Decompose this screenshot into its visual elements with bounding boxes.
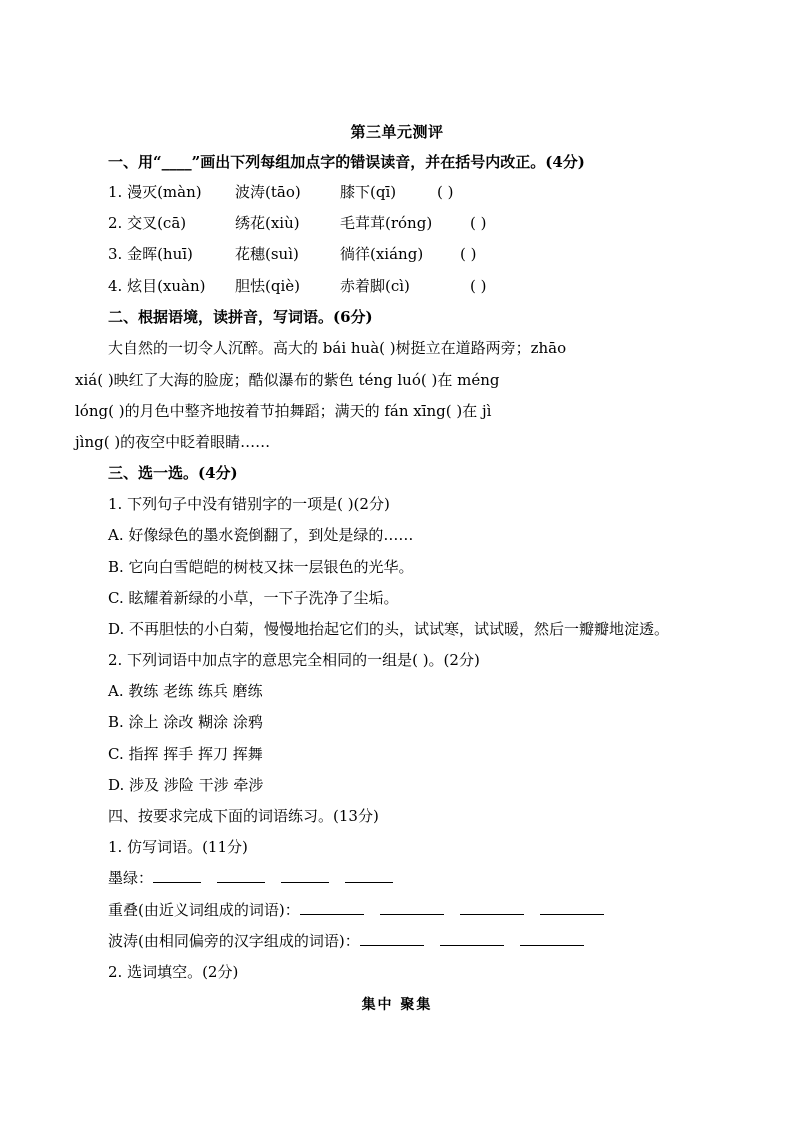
row1-item-b: 波涛(tāo)	[235, 183, 301, 201]
section2-heading: 二、根据语境，读拼音，写词语。(6分)	[108, 308, 373, 326]
moulv-blank-3[interactable]	[281, 868, 329, 883]
section3-heading: 三、选一选。(4分)	[108, 464, 238, 482]
moulv-blank-2[interactable]	[217, 868, 265, 883]
chongdie-row	[108, 900, 604, 920]
row2-item-b: 绣花(xiù)	[235, 214, 300, 232]
chongdie-blank-3[interactable]	[460, 900, 524, 915]
botao-blank-3[interactable]	[520, 931, 584, 946]
row2-item-a: 2. 交叉(cā)	[108, 214, 187, 232]
row4-item-b: 胆怯(qiè)	[235, 277, 300, 295]
section1-heading: 一、用“____”画出下列每组加点字的错误读音，并在括号内改正。(4分)	[108, 153, 585, 171]
q1-option-a: A. 好像绿色的墨水瓷倒翻了，到处是绿的……	[108, 526, 414, 544]
moulv-blank-1[interactable]	[153, 868, 201, 883]
row2-item-c: 毛茸茸(róng)	[340, 214, 433, 232]
chongdie-blank-1[interactable]	[300, 900, 364, 915]
row2-answer-paren: ( )	[470, 214, 487, 232]
row1-answer-paren: ( )	[437, 183, 454, 201]
section2-line-3: lóng( )的月色中整齐地按着节拍舞蹈；满天的 fán xīng( )在 jì	[75, 402, 492, 420]
chongdie-label: 重叠(由近义词组成的词语)：	[108, 901, 300, 919]
botao-label: 波涛(由相同偏旁的汉字组成的词语)：	[108, 932, 360, 950]
q2-option-b: B. 涂上 涂改 糊涂 涂鸦	[108, 713, 263, 731]
q1-option-b: B. 它向白雪皑皑的树枝又抹一层银色的光华。	[108, 558, 414, 576]
row4-answer-paren: ( )	[470, 277, 487, 295]
row3-answer-paren: ( )	[460, 245, 477, 263]
row3-item-c: 徜徉(xiáng)	[340, 245, 424, 263]
section3-question-2: 2. 下列词语中加点字的意思完全相同的一组是( )。(2分)	[108, 651, 480, 669]
q2-option-d: D. 涉及 涉险 干涉 牵涉	[108, 776, 264, 794]
row4-item-c: 赤着脚(cì)	[340, 277, 410, 295]
chongdie-blank-2[interactable]	[380, 900, 444, 915]
q1-option-d: D. 不再胆怯的小白菊，慢慢地抬起它们的头，试试寒，试试暖，然后一瓣瓣地淀透。	[108, 620, 670, 638]
botao-blank-1[interactable]	[360, 931, 424, 946]
row1-item-a: 1. 漫灭(màn)	[108, 183, 202, 201]
section2-line-1: 大自然的一切令人沉醉。高大的 bái huà( )树挺立在道路两旁；zhāo	[108, 339, 567, 357]
q1-option-c: C. 眩耀着新绿的小草，一下子洗净了尘垢。	[108, 589, 399, 607]
botao-row	[108, 931, 584, 951]
section3-question-1: 1. 下列句子中没有错别字的一项是( )(2分)	[108, 495, 390, 513]
moulv-label: 墨绿：	[108, 869, 154, 887]
q2-option-c: C. 指挥 挥手 挥刀 挥舞	[108, 745, 263, 763]
botao-blank-2[interactable]	[440, 931, 504, 946]
section2-line-2: xiá( )映红了大海的脸庞；酷似瀑布的紫色 téng luó( )在 méng	[75, 371, 500, 389]
section4-question-2: 2. 选词填空。(2分)	[108, 963, 239, 981]
row3-item-b: 花穗(suì)	[235, 245, 299, 263]
moulv-blank-4[interactable]	[345, 868, 393, 883]
q2-option-a: A. 教练 老练 练兵 磨练	[108, 682, 263, 700]
section2-line-4: jìng( )的夜空中眨着眼睛……	[75, 433, 271, 451]
section4-heading: 四、按要求完成下面的词语练习。(13分)	[108, 807, 379, 825]
page-title: 第三单元测评	[350, 123, 444, 141]
moulv-row	[108, 868, 393, 888]
row4-item-a: 4. 炫目(xuàn)	[108, 277, 206, 295]
section4-question-1: 1. 仿写词语。(11分)	[108, 838, 248, 856]
row3-item-a: 3. 金晖(huī)	[108, 245, 193, 263]
row1-item-c: 膝下(qī)	[340, 183, 397, 201]
word-choices: 集中 聚集	[361, 997, 433, 1013]
chongdie-blank-4[interactable]	[540, 900, 604, 915]
